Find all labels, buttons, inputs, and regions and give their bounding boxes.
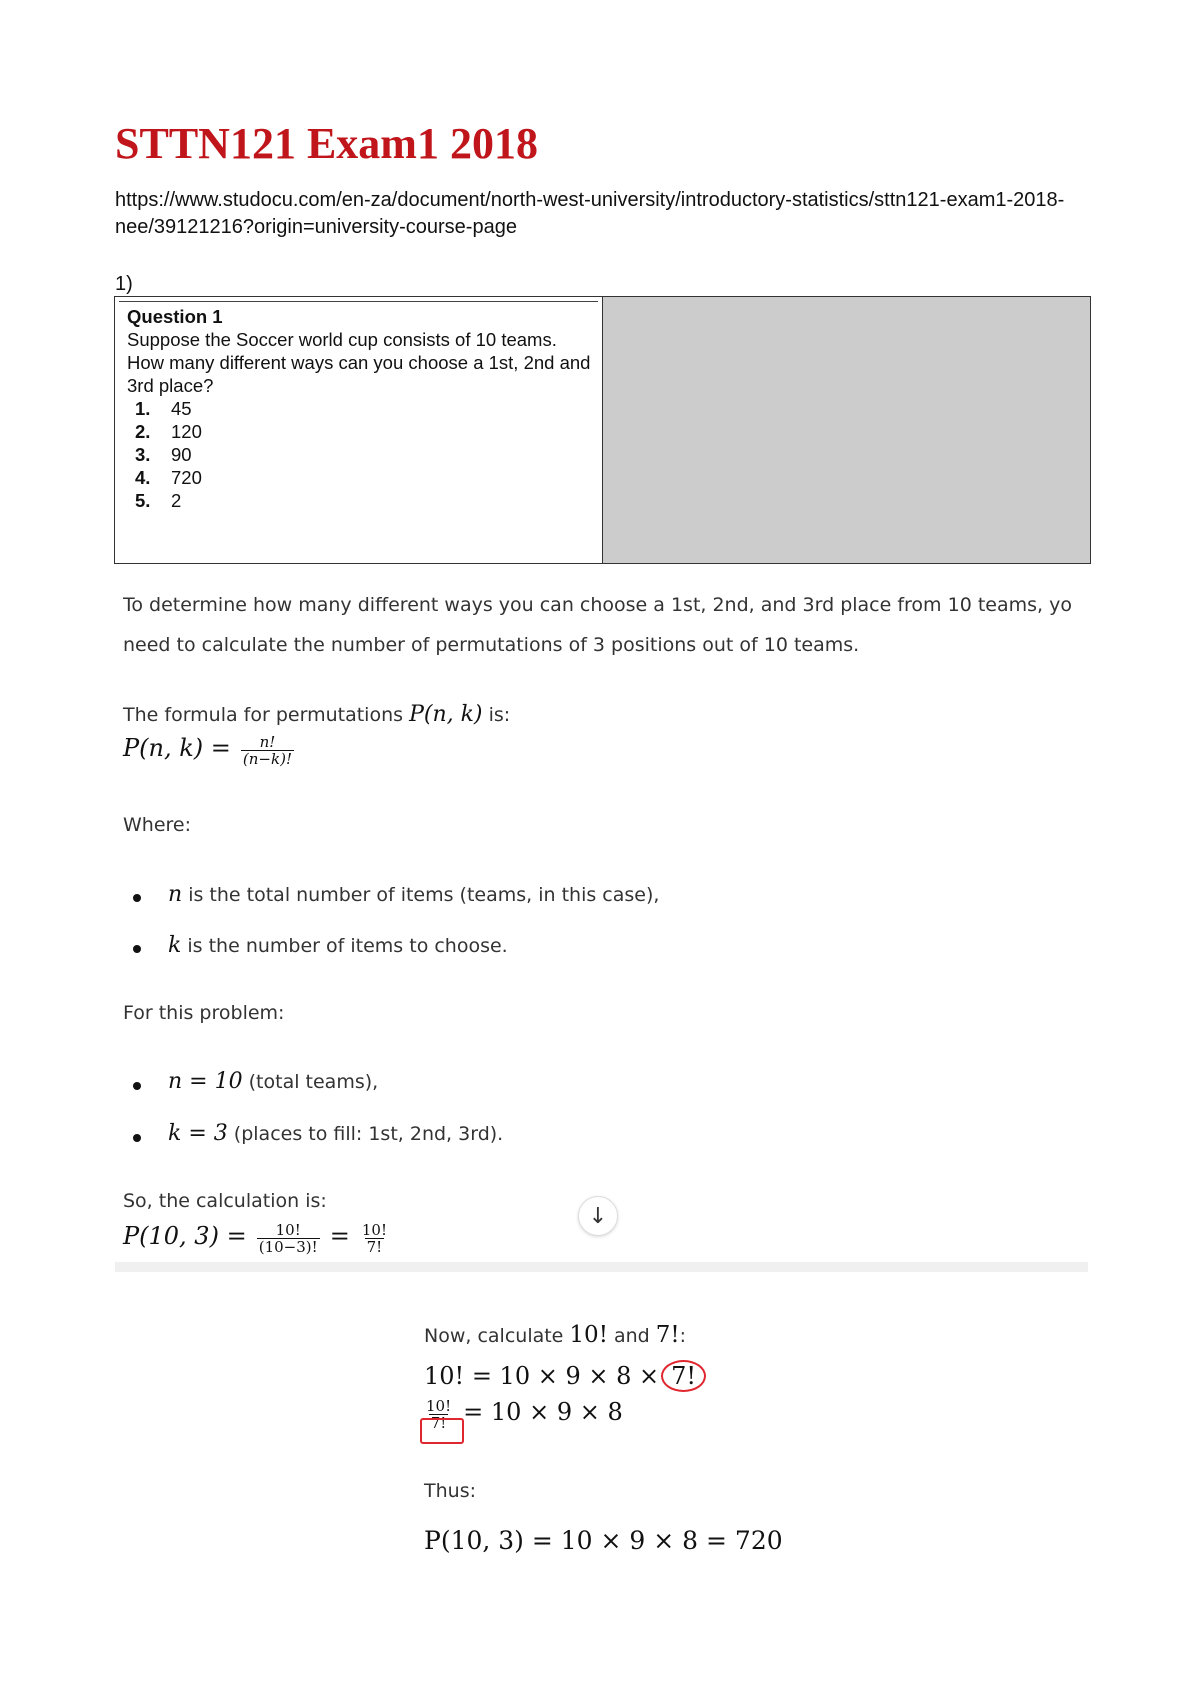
question-content: [127, 305, 597, 512]
bullet-icon: [133, 1134, 141, 1142]
question-number: 1): [115, 273, 133, 295]
option-number: 2.: [135, 421, 151, 442]
question-text: Suppose the Soccer world cup consists of 10 teams. How many different ways can you choose a 1st, 2nd and 3rd place?: [127, 329, 591, 396]
symbol: k: [168, 933, 182, 958]
item-text: is the number of items to choose.: [187, 935, 508, 957]
option-number: 4.: [135, 467, 151, 488]
blank-cell: [603, 297, 1090, 563]
result-text: P(10, 3) = 10 × 9 × 8 = 720: [424, 1526, 783, 1555]
final-result: [424, 1526, 783, 1555]
where-item-k: [168, 933, 508, 958]
bullet-icon: [133, 894, 141, 902]
fraction-denominator: 7!: [366, 1238, 383, 1256]
colon: :: [679, 1325, 687, 1347]
calc-lhs: P(10, 3) =: [123, 1222, 247, 1250]
section-divider: [115, 1262, 1088, 1272]
formula-lhs: P(n, k) =: [123, 734, 231, 762]
question-table: [114, 296, 1091, 564]
now-text: Now, calculate: [424, 1325, 564, 1347]
equals-sign: =: [329, 1222, 350, 1250]
calc-fraction-1: [257, 1222, 320, 1255]
fraction-numerator: 10!: [426, 1397, 452, 1415]
where-item-n: [168, 882, 659, 907]
circled-factorial: 7!: [661, 1360, 706, 1392]
list-item: [135, 466, 597, 489]
question-cell: [115, 297, 603, 563]
option-value: 120: [171, 421, 202, 442]
intro-line-1: To determine how many different ways you can choose a 1st, 2nd, and 3rd place from 10 teams, yo: [123, 594, 1072, 616]
question-heading: Question 1: [127, 306, 223, 327]
answer-options: [127, 397, 597, 512]
formula-fraction: [241, 734, 294, 767]
calc-intro: So, the calculation is:: [123, 1190, 327, 1212]
list-item: [135, 420, 597, 443]
bullet-icon: [133, 945, 141, 953]
symbol: 10!: [569, 1322, 608, 1348]
formula-intro-end: is:: [488, 704, 511, 726]
symbol: 7!: [655, 1322, 680, 1348]
symbol: n: [168, 882, 183, 907]
problem-item-n: [168, 1069, 378, 1094]
formula-intro-text: The formula for permutations: [123, 704, 404, 726]
formula: [123, 734, 298, 767]
fraction-numerator: 10!: [361, 1221, 387, 1239]
problem-item-k: [168, 1121, 503, 1146]
symbol: n = 10: [168, 1069, 243, 1094]
calc-formula: [123, 1222, 393, 1255]
thus-label: Thus:: [424, 1480, 476, 1502]
now-line: [424, 1322, 686, 1348]
option-number: 5.: [135, 490, 151, 511]
option-number: 3.: [135, 444, 151, 465]
item-text: is the total number of items (teams, in this case),: [188, 884, 660, 906]
divider: [119, 301, 598, 302]
expansion-text: 10! = 10 × 9 × 8 ×: [424, 1362, 660, 1390]
fraction-numerator: 10!: [275, 1221, 301, 1239]
fraction-numerator: n!: [259, 733, 276, 751]
for-problem-label: For this problem:: [123, 1002, 285, 1024]
option-value: 720: [171, 467, 202, 488]
and-text: and: [613, 1325, 650, 1347]
highlight-box: [420, 1418, 464, 1444]
list-item: [135, 397, 597, 420]
symbol: k = 3: [168, 1121, 228, 1146]
formula-symbol: P(n, k): [409, 702, 483, 727]
intro-line-2: need to calculate the number of permutations of 3 positions out of 10 teams.: [123, 634, 860, 656]
fraction-denominator: 7!: [430, 1414, 447, 1432]
where-label: Where:: [123, 814, 192, 836]
option-value: 2: [171, 490, 182, 511]
item-text: (places to fill: 1st, 2nd, 3rd).: [233, 1123, 504, 1145]
option-number: 1.: [135, 398, 151, 419]
factorial-expansion: [424, 1360, 706, 1392]
scroll-down-button[interactable]: [578, 1196, 618, 1236]
item-text: (total teams),: [248, 1071, 379, 1093]
source-url[interactable]: https://www.studocu.com/en-za/document/north-west-university/introductory-statistics/sttn121-exam1-2018-nee/39121216?origin=university-course-page: [115, 189, 1065, 238]
formula-intro: [123, 702, 510, 727]
arrow-down-icon: ↓: [588, 1203, 608, 1229]
list-item: [135, 443, 597, 466]
document-title: STTN121 Exam1 2018: [115, 119, 538, 168]
list-item: [135, 489, 597, 512]
option-value: 45: [171, 398, 192, 419]
bullet-icon: [133, 1082, 141, 1090]
calc-fraction-2: [360, 1222, 389, 1255]
option-value: 90: [171, 444, 192, 465]
fraction-denominator: (10−3)!: [258, 1238, 318, 1256]
ratio-rhs: = 10 × 9 × 8: [463, 1398, 623, 1426]
fraction-denominator: (n−k)!: [242, 750, 292, 768]
